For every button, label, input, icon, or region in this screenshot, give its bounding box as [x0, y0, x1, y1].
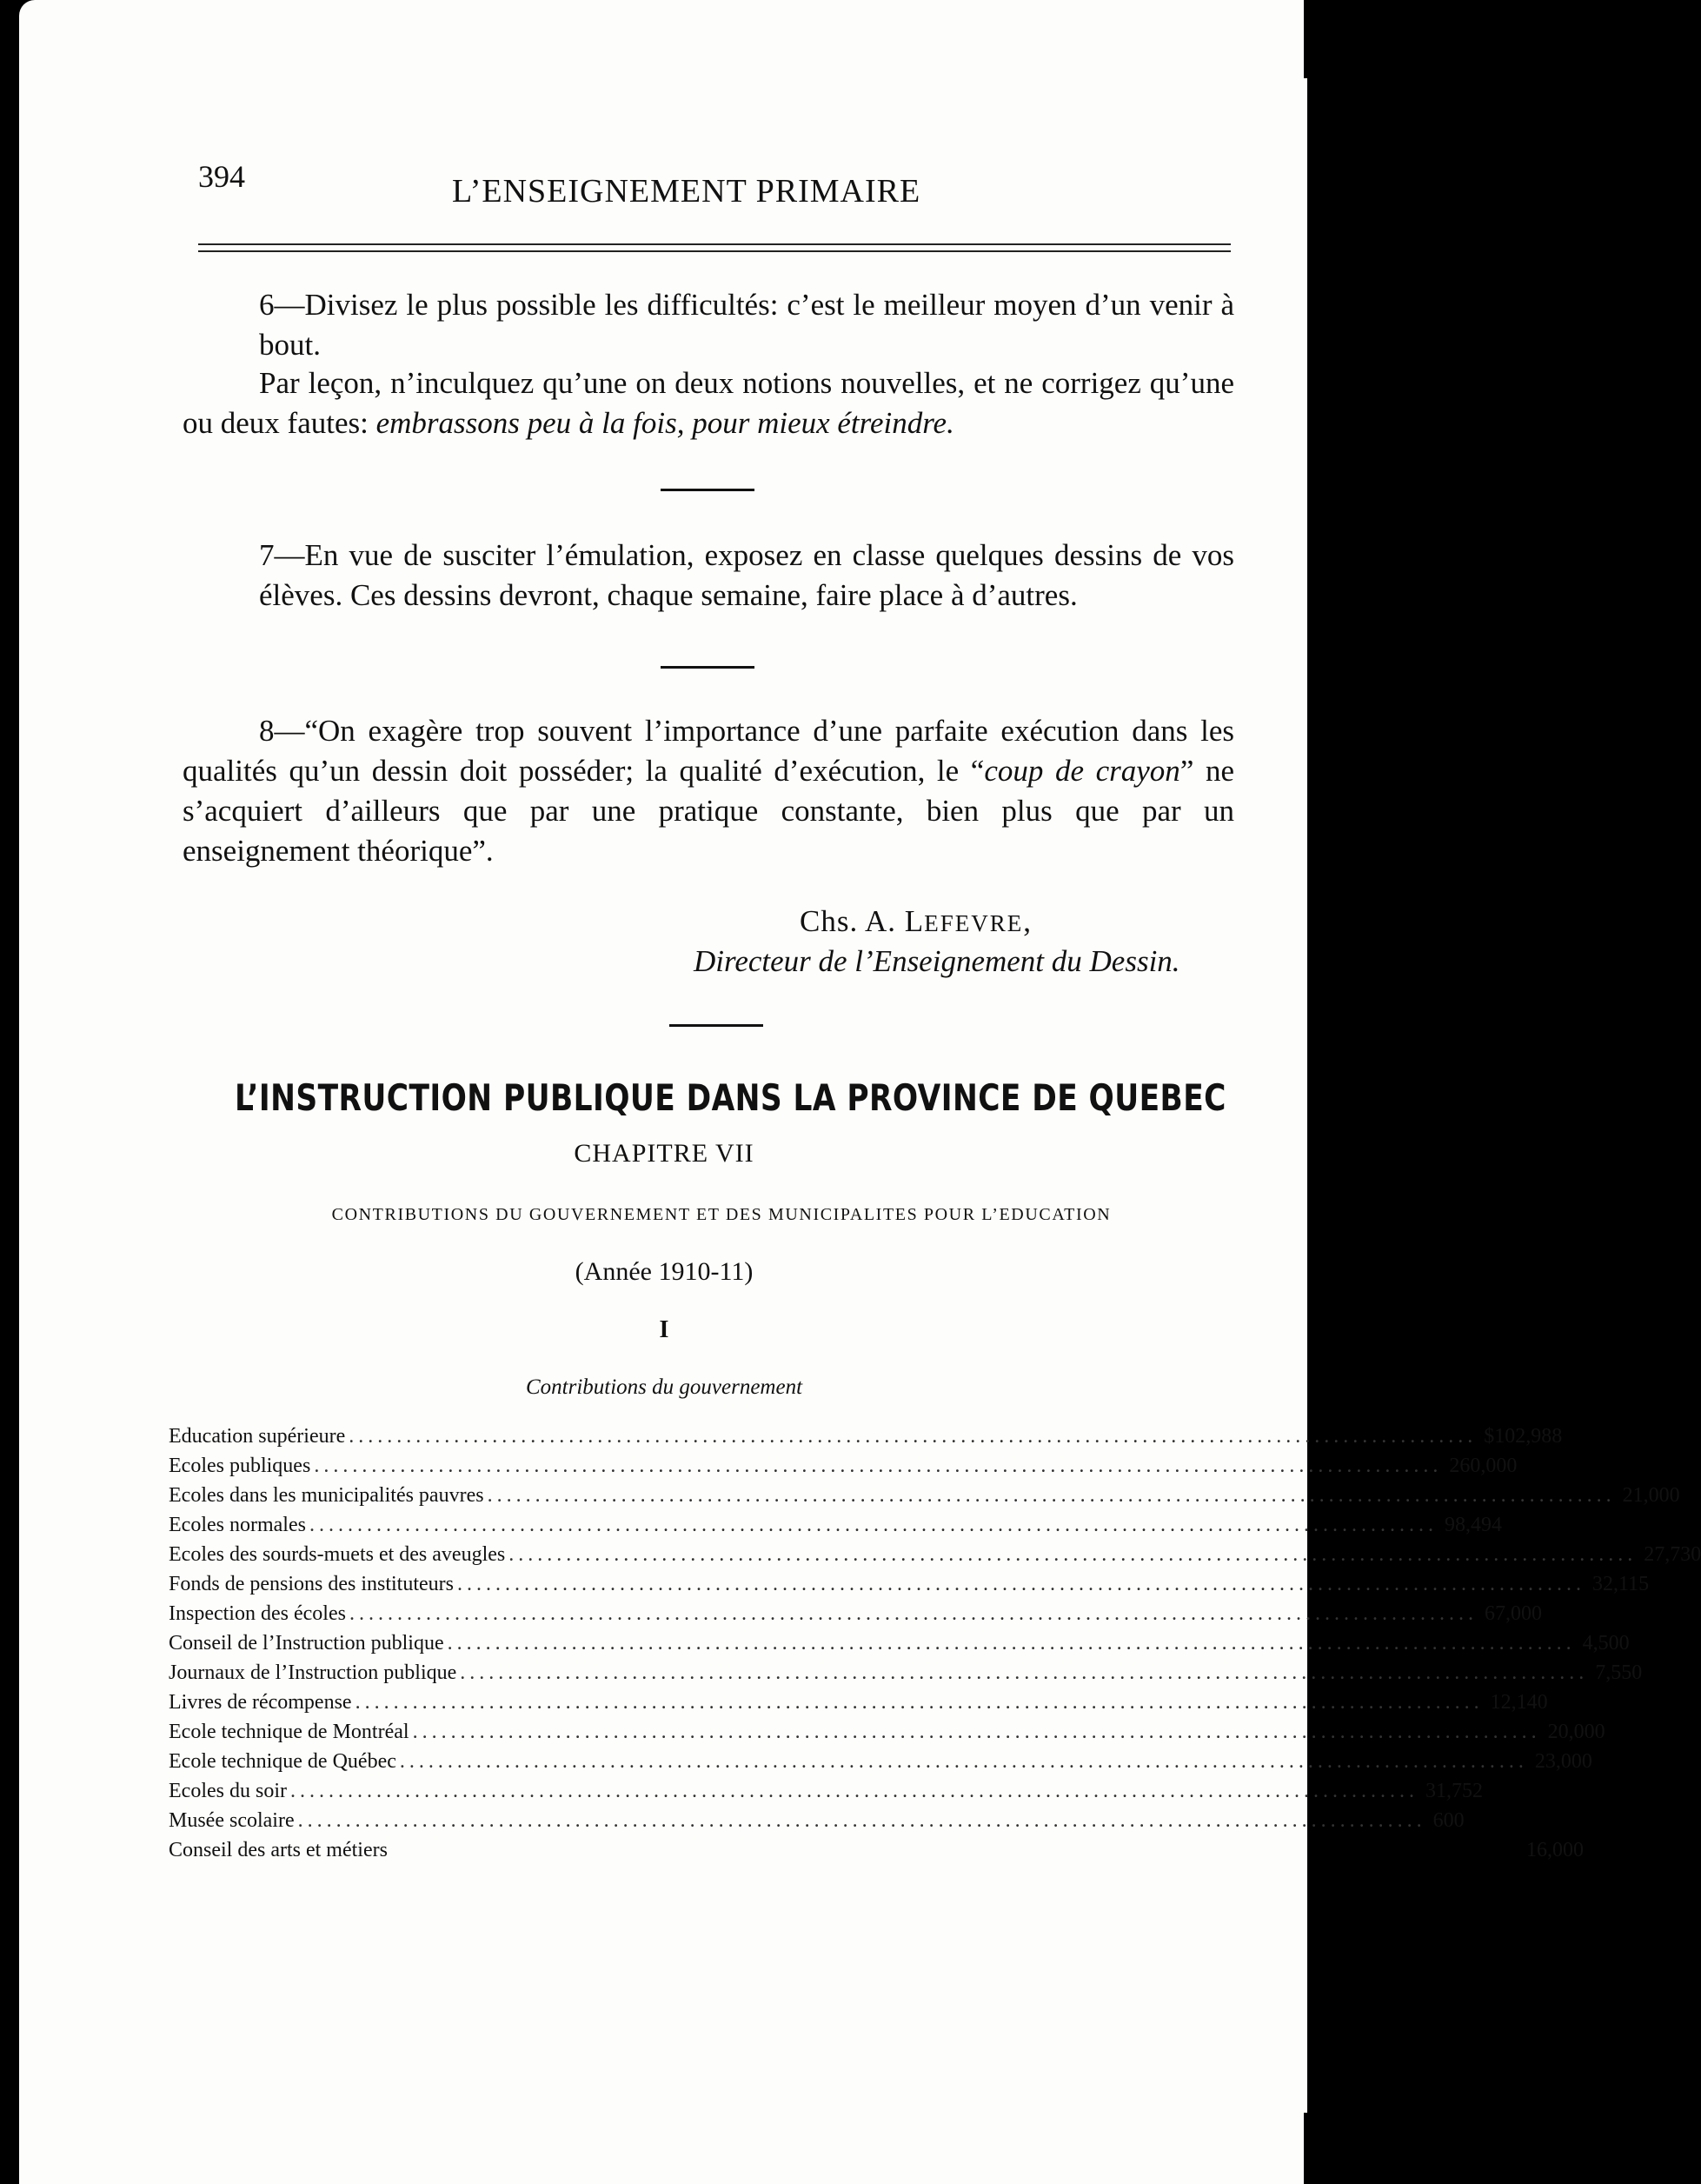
paragraph-8-text: 8—“On exagère trop souvent l’importance d’une parfaite exécution dans les qualités qu’un dessin doit posséder; la qualité d’exécution, le “: [183, 714, 1234, 788]
chapter-heading: CHAPITRE VII: [574, 1139, 754, 1168]
table-row: Journaux de l’Instruction publique ...................................................................................................................... 7,550: [169, 1661, 1643, 1684]
page-number: 394: [198, 159, 245, 194]
contributions-table: [169, 1419, 1701, 1862]
chapter-subtitle: CONTRIBUTIONS DU GOUVERNEMENT ET DES MUNICIPALITES POUR L’EDUCATION: [331, 1205, 1112, 1224]
section-numeral: I: [659, 1316, 669, 1343]
signature-title: Directeur de l’Enseignement du Dessin.: [694, 944, 1180, 978]
paragraph-8-end: ” ne s’acquiert d’ailleurs que par une pratique constante, bien plus que par un enseignement théorique”.: [183, 754, 1234, 868]
year-label: (Année 1910-11): [575, 1257, 754, 1286]
paragraph-6: [183, 285, 1234, 365]
paragraph-7-text: 7—En vue de susciter l’émulation, exposez en classe quelques dessins de vos élèves. Ces dessins devront, chaque semaine, faire place à d’autres.: [259, 538, 1234, 612]
table-row: Ecoles normales ...................................................................................................................... 98,494: [169, 1514, 1502, 1536]
paragraph-6b-italic: embrassons peu à la fois, pour mieux étreindre.: [375, 406, 954, 440]
section-heading: L’INSTRUCTION PUBLIQUE DANS LA PROVINCE DE QUEBEC: [235, 1076, 1226, 1119]
page-edge: [1286, 78, 1307, 2113]
signature-name: Chs. A. LEFEVRE,: [800, 904, 1032, 938]
table-row: Inspection des écoles ...................................................................................................................... 67,000: [169, 1602, 1542, 1625]
table-row: Fonds de pensions des instituteurs ...................................................................................................................... 32,115: [169, 1573, 1650, 1595]
table-row: Ecoles dans les municipalités pauvres ...................................................................................................................... 21,000: [169, 1484, 1680, 1507]
separator-rule: [661, 489, 754, 491]
table-row: Livres de récompense ...................................................................................................................... 12,140: [169, 1691, 1548, 1714]
paragraph-6-continued: [183, 363, 1234, 443]
header-rule: [198, 243, 1231, 252]
table-row: Education supérieure ...................................................................................................................... $102,988: [169, 1425, 1563, 1448]
table-row: Conseil des arts et métiers 16,000: [169, 1839, 1584, 1861]
paragraph-6-text: 6—Divisez le plus possible les difficultés: c’est le meilleur moyen d’un venir à bout.: [259, 288, 1234, 362]
table-row: Ecole technique de Québec ...................................................................................................................... 23,000: [169, 1750, 1592, 1773]
paragraph-8: [183, 711, 1234, 871]
table-row: Musée scolaire ...................................................................................................................... 600: [169, 1809, 1465, 1832]
table-row: Ecoles des sourds-muets et des aveugles ...................................................................................................................... 27,730: [169, 1543, 1701, 1566]
paragraph-6b-text: Par leçon, n’inculquez qu’une on deux notions nouvelles, et ne corrigez qu’une ou deux fautes:: [183, 366, 1234, 440]
separator-rule: [669, 1024, 763, 1027]
running-title: L’ENSEIGNEMENT PRIMAIRE: [452, 173, 921, 210]
table-title: Contributions du gouvernement: [525, 1375, 803, 1399]
table-row: Ecole technique de Montréal ...................................................................................................................... 20,000: [169, 1721, 1605, 1743]
paragraph-8-italic: coup de crayon: [984, 754, 1180, 788]
separator-rule: [661, 666, 754, 669]
table-row: Ecoles publiques ...................................................................................................................... 260,000: [169, 1455, 1518, 1477]
table-row: Ecoles du soir ...................................................................................................................... 31,752: [169, 1780, 1483, 1802]
table-row: Conseil de l’Instruction publique ...................................................................................................................... 4,500: [169, 1632, 1630, 1655]
paragraph-7: [183, 536, 1234, 616]
